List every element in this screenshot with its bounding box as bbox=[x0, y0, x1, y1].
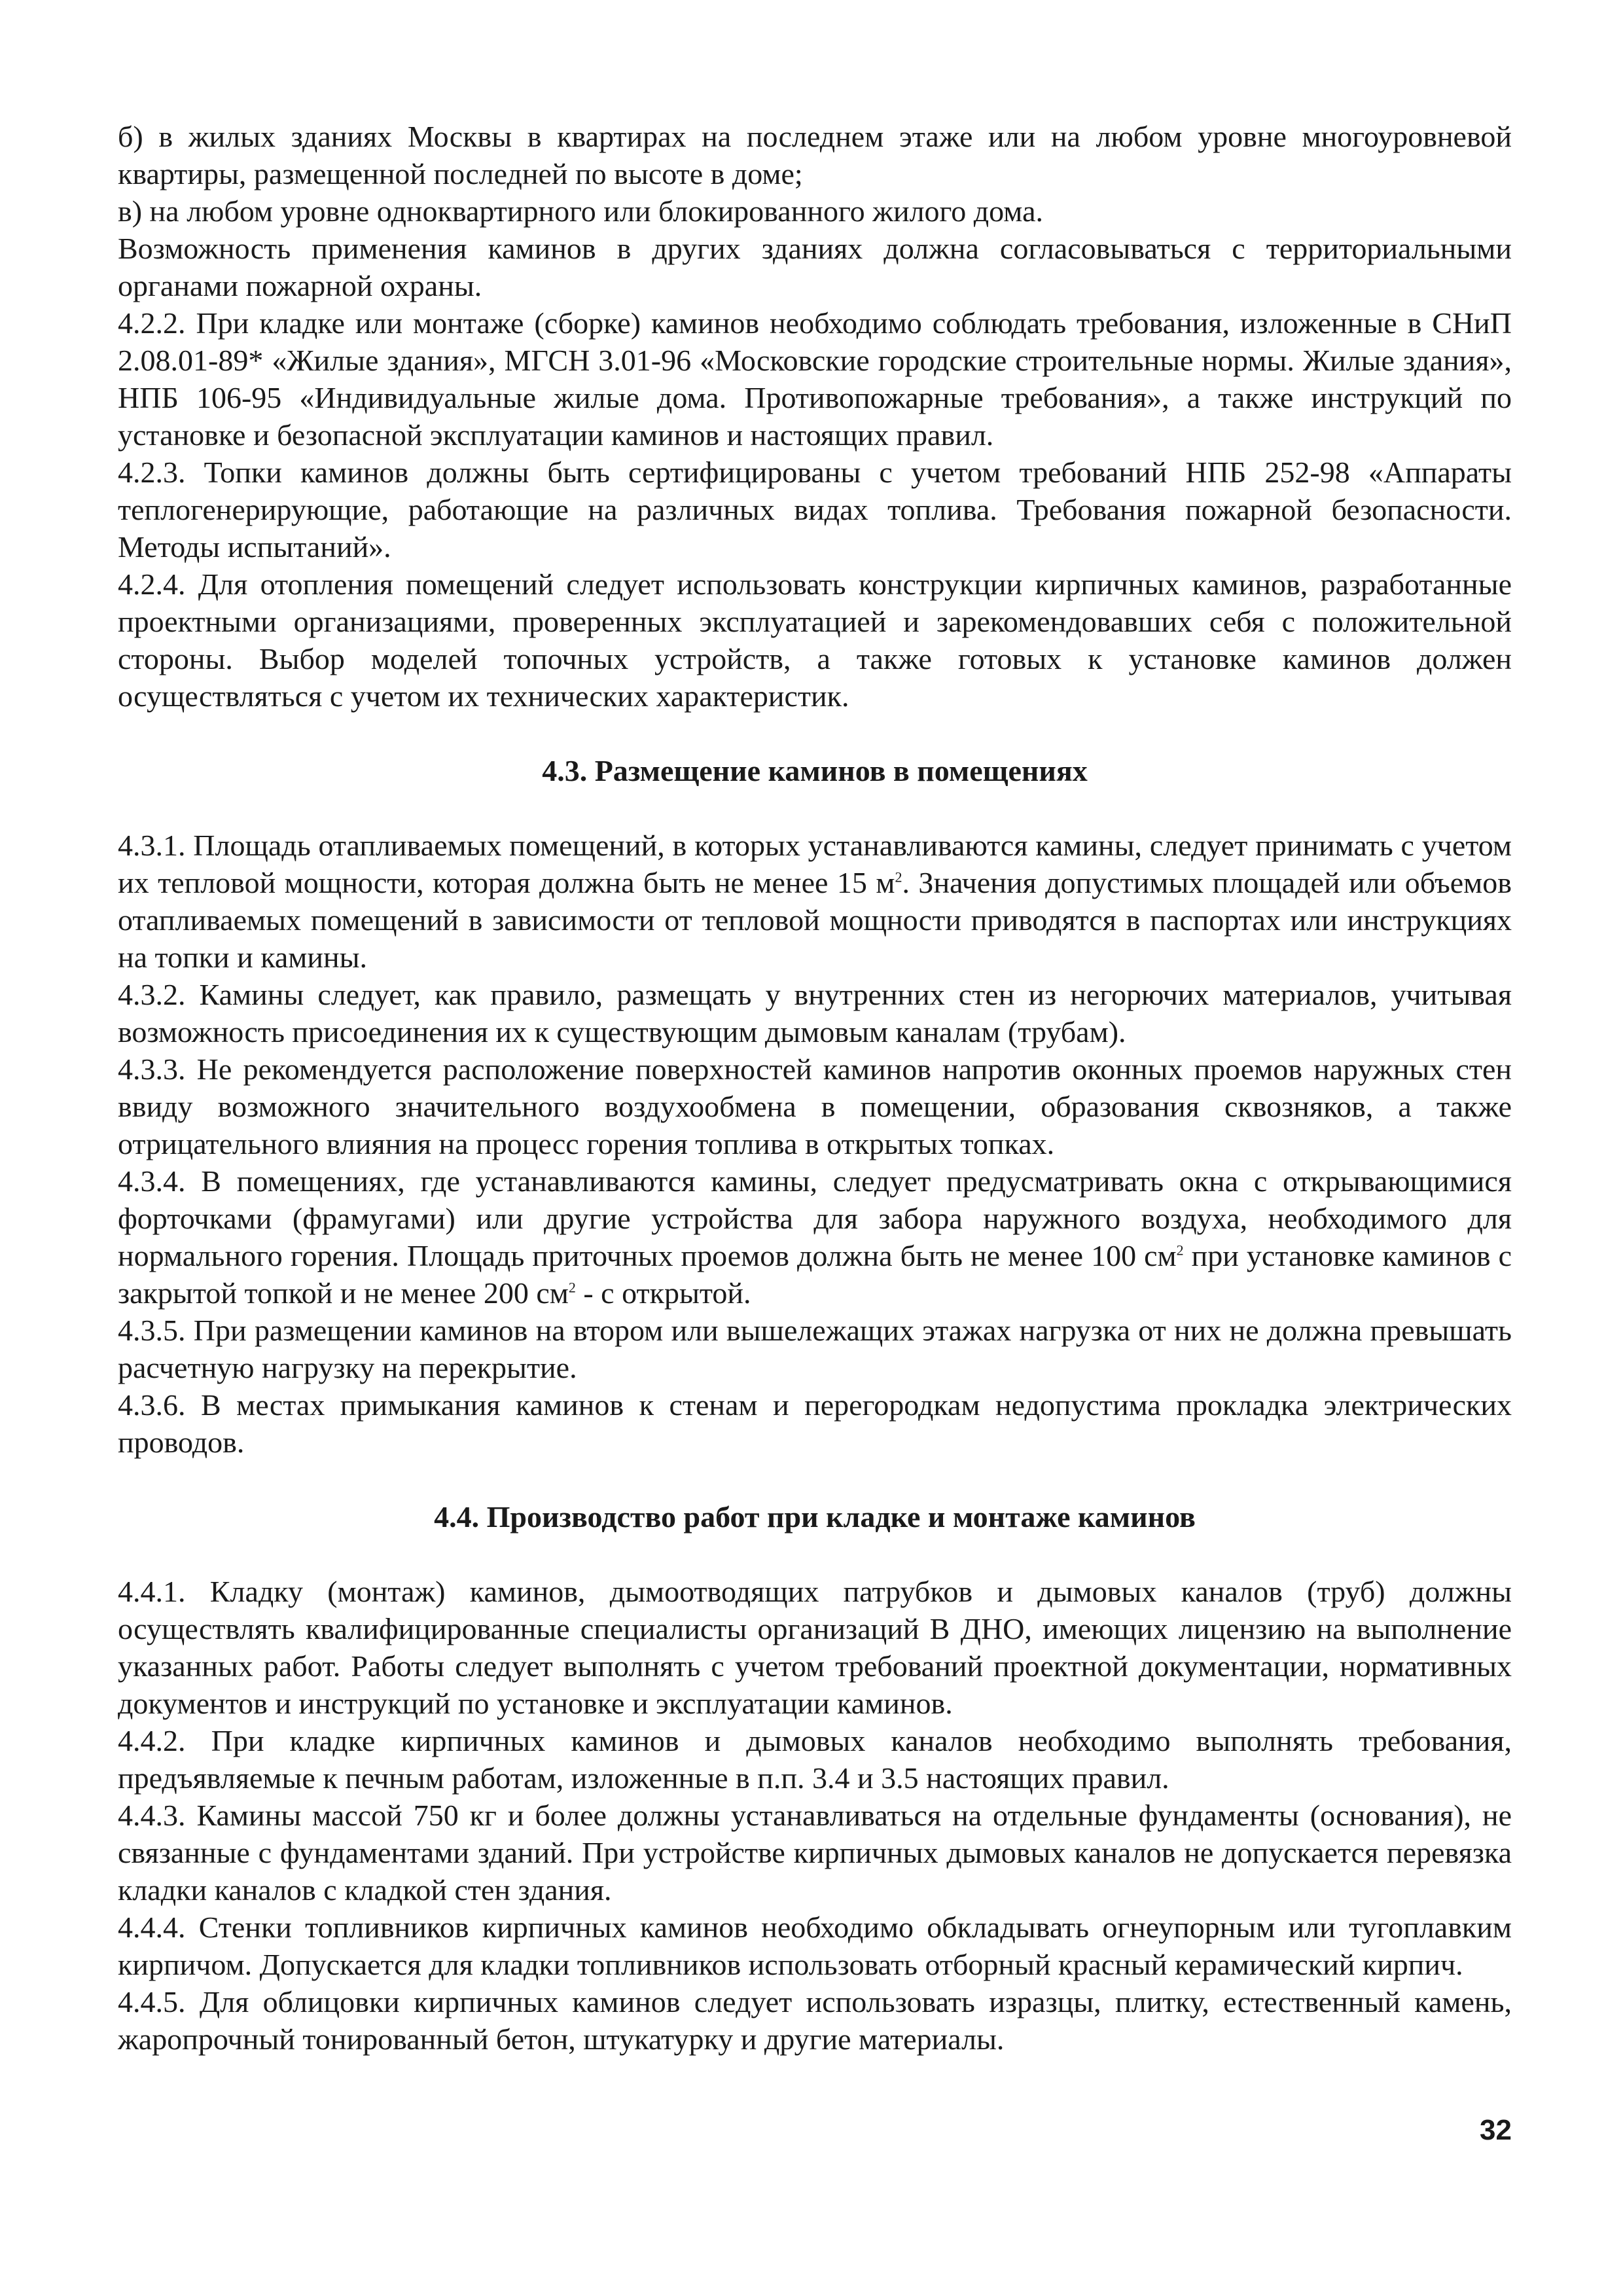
paragraph-4-3-1-text-b: . Значения допустимых площадей или объемов отапливаемых помещений в зависимости от тепловой мощности приводятся в паспортах или инструкциях на топки и камины. bbox=[118, 866, 1512, 974]
paragraph-4-4-1: 4.4.1. Кладку (монтаж) каминов, дымоотводящих патрубков и дымовых каналов (труб) должны осуществлять квалифицированные специалисты организаций В ДНО, имеющих лицензию на выполнение указанных работ. Работы следует выполнять с учетом требований проектной документации, нормативных документов и инструкций по установке и эксплуатации каминов. bbox=[118, 1575, 1512, 1720]
paragraph-4-4-2: 4.4.2. При кладке кирпичных каминов и дымовых каналов необходимо выполнять требования, предъявляемые к печным работам, изложенные в п.п. 3.4 и 3.5 настоящих правил. bbox=[118, 1724, 1512, 1795]
paragraph-4-4-4: 4.4.4. Стенки топливников кирпичных каминов необходимо обкладывать огнеупорным или тугоплавким кирпичом. Допускается для кладки топливников использовать отборный красный керамический кирпич. bbox=[118, 1910, 1512, 1981]
paragraph-4-3-6: 4.3.6. В местах примыкания каминов к стенам и перегородкам недопустима прокладка электрических проводов. bbox=[118, 1388, 1512, 1459]
paragraph-4-2-3: 4.2.3. Топки каминов должны быть сертифицированы с учетом требований НПБ 252-98 «Аппараты теплогенерирующие, работающие на различных видах топлива. Требования пожарной безопасности. Методы испытаний». bbox=[118, 456, 1512, 564]
paragraph-intro-b: б) в жилых зданиях Москвы в квартирах на последнем этаже или на любом уровне многоуровневой квартиры, размещенной последней по высоте в доме; bbox=[118, 120, 1512, 190]
paragraph-intro-v: в) на любом уровне одноквартирного или блокированного жилого дома. bbox=[118, 194, 1043, 228]
paragraph-4-3-4-text-a: 4.3.4. В помещениях, где устанавливаются камины, следует предусматривать окна с открывающимися форточками (фрамугами) или другие устройства для забора наружного воздуха, необходимого для нормального горения. Площадь приточных проемов должна быть не менее 100 см bbox=[118, 1164, 1512, 1272]
paragraph-4-2-2: 4.2.2. При кладке или монтаже (сборке) каминов необходимо соблюдать требования, изложенные в СНиП 2.08.01-89* «Жилые здания», МГСН 3.01-96 «Московские городские строительные нормы. Жилые здания», НПБ 106-95 «Индивидуальные жилые дома. Противопожарные требования», а также инструкций по установке и безопасной эксплуатации каминов и настоящих правил. bbox=[118, 306, 1512, 452]
paragraph-4-4-3: 4.4.3. Камины массой 750 кг и более должны устанавливаться на отдельные фундаменты (основания), не связанные с фундаментами зданий. При устройстве кирпичных дымовых каналов не допускается перевязка кладки каналов с кладкой стен здания. bbox=[118, 1799, 1512, 1907]
paragraph-4-3-1-text-a: 4.3.1. Площадь отапливаемых помещений, в которых устанавливаются камины, следует принимать с учетом их тепловой мощности, которая должна быть не менее 15 м bbox=[118, 829, 1512, 899]
paragraph-4-3-4-text-b: при установке каминов с закрытой топкой и не менее 200 см bbox=[118, 1239, 1512, 1310]
paragraph-4-4-5: 4.4.5. Для облицовки кирпичных каминов следует использовать изразцы, плитку, естественный камень, жаропрочный тонированный бетон, штукатурку и другие материалы. bbox=[118, 1985, 1512, 2056]
paragraph-4-2-4: 4.2.4. Для отопления помещений следует использовать конструкции кирпичных каминов, разработанные проектными организациями, проверенных эксплуатацией и зарекомендовавших себя с положительной стороны. Выбор моделей топочных устройств, а также готовых к установке каминов должен осуществляться с учетом их технических характеристик. bbox=[118, 567, 1512, 713]
superscript-square: 2 bbox=[568, 1279, 576, 1296]
section-heading-4-4: 4.4. Производство работ при кладке и монтаже каминов bbox=[434, 1500, 1196, 1534]
page-number: 32 bbox=[1480, 2114, 1512, 2146]
superscript-square: 2 bbox=[1176, 1242, 1184, 1259]
section-heading-4-3: 4.3. Размещение каминов в помещениях bbox=[542, 754, 1088, 787]
superscript-square: 2 bbox=[895, 869, 902, 886]
document-page bbox=[118, 118, 1512, 2058]
paragraph-intro-other-buildings: Возможность применения каминов в других зданиях должна согласовываться с территориальными органами пожарной охраны. bbox=[118, 232, 1512, 302]
paragraph-4-3-4-text-c: - с открытой. bbox=[575, 1276, 751, 1310]
paragraph-4-3-3: 4.3.3. Не рекомендуется расположение поверхностей каминов напротив оконных проемов наружных стен ввиду возможного значительного воздухообмена в помещении, образования сквозняков, а также отрицательного влияния на процесс горения топлива в открытых топках. bbox=[118, 1052, 1512, 1160]
paragraph-4-3-2: 4.3.2. Камины следует, как правило, размещать у внутренних стен из негорючих материалов, учитывая возможность присоединения их к существующим дымовым каналам (трубам). bbox=[118, 978, 1512, 1049]
paragraph-4-3-5: 4.3.5. При размещении каминов на втором или вышележащих этажах нагрузка от них не должна превышать расчетную нагрузку на перекрытие. bbox=[118, 1314, 1512, 1384]
paragraph-4-3-4 bbox=[118, 1162, 1512, 1312]
paragraph-4-3-1 bbox=[118, 827, 1512, 976]
